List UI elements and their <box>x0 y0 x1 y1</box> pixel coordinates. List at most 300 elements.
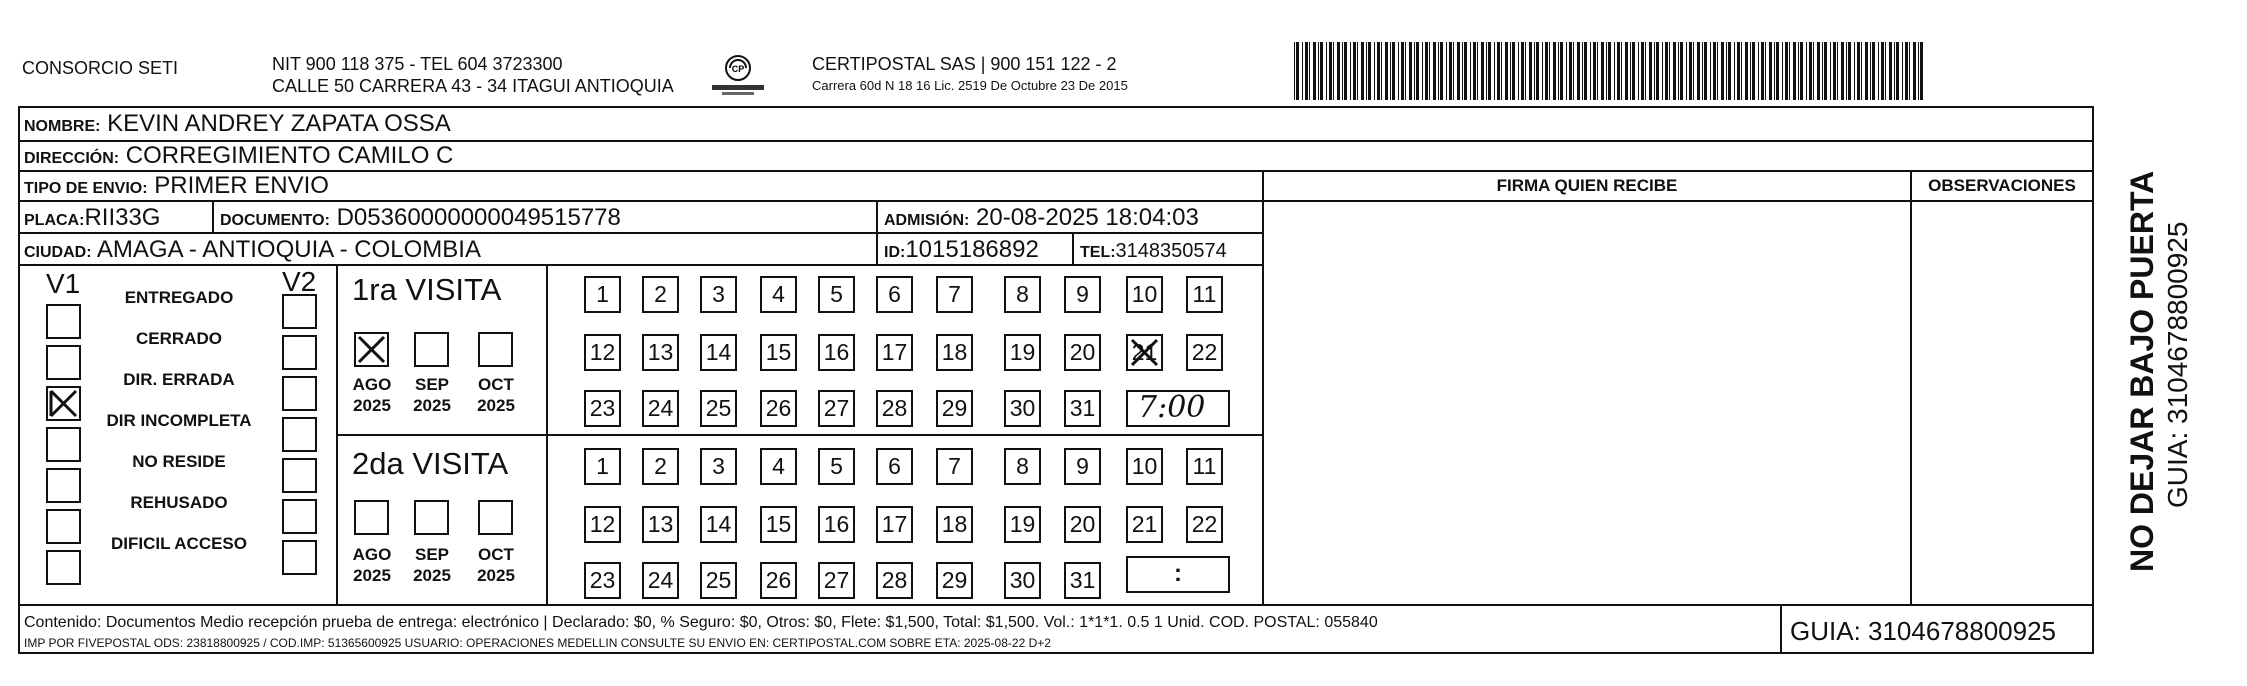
barcode-bar <box>1833 42 1836 100</box>
barcode-bar <box>1737 42 1740 100</box>
barcode-bar <box>1318 42 1319 100</box>
barcode-bar <box>1510 42 1511 100</box>
day-box[interactable]: 15 <box>760 506 797 543</box>
barcode-bar <box>1896 42 1899 100</box>
barcode-bar <box>1416 42 1419 100</box>
id-row <box>884 236 1039 264</box>
barcode-bar <box>1470 42 1471 100</box>
barcode-bar <box>1333 42 1334 100</box>
month-checkbox-oct[interactable] <box>478 500 513 535</box>
barcode-bar <box>1385 42 1388 100</box>
barcode-bar <box>1913 42 1916 100</box>
day-box[interactable]: 28 <box>876 390 913 427</box>
barcode-bar <box>1529 42 1532 100</box>
barcode-bar <box>1573 42 1574 100</box>
barcode-bar <box>1665 42 1668 100</box>
divider <box>876 200 878 264</box>
tel-value: 3148350574 <box>1115 240 1227 262</box>
barcode-bar <box>1669 42 1670 100</box>
day-box[interactable]: 6 <box>876 448 913 485</box>
day-box[interactable]: 24 <box>642 562 679 599</box>
svg-text:CP: CP <box>731 64 745 74</box>
day-box[interactable]: 29 <box>936 390 973 427</box>
day-box[interactable]: 26 <box>760 390 797 427</box>
address-line: CALLE 50 CARRERA 43 - 34 ITAGUI ANTIOQUIA <box>272 76 674 96</box>
day-box[interactable]: 14 <box>700 334 737 371</box>
day-box[interactable]: 23 <box>584 390 621 427</box>
day-box[interactable]: 26 <box>760 562 797 599</box>
month-checkbox-ago[interactable] <box>354 332 389 367</box>
barcode-bar <box>1728 42 1731 100</box>
barcode-bar <box>1614 42 1615 100</box>
barcode-bar <box>1374 42 1375 100</box>
barcode-bar <box>1294 42 1295 100</box>
barcode-bar <box>1296 42 1299 100</box>
barcode-bar <box>1697 42 1700 100</box>
barcode-bar <box>1750 42 1751 100</box>
barcode-bar <box>1693 42 1694 100</box>
day-box[interactable]: 27 <box>818 562 855 599</box>
tel-row <box>1080 240 1227 263</box>
barcode-bar <box>1337 42 1340 100</box>
month-label: AGO 2025 <box>352 375 392 415</box>
barcode-bar <box>1326 42 1327 100</box>
barcode-bar <box>1593 42 1596 100</box>
document-label: DOCUMENTO: <box>220 212 330 229</box>
barcode-bar <box>1774 42 1775 100</box>
day-box[interactable]: 9 <box>1064 276 1101 313</box>
city-value: AMAGA - ANTIOQUIA - COLOMBIA <box>96 236 481 263</box>
barcode-bar <box>1302 42 1303 100</box>
barcode-bar <box>1481 42 1484 100</box>
barcode-bar <box>1894 42 1895 100</box>
barcode-bar <box>1584 42 1587 100</box>
day-box[interactable]: 14 <box>700 506 737 543</box>
day-box[interactable]: 22 <box>1186 334 1223 371</box>
month-label: SEP 2025 <box>413 375 451 415</box>
barcode-bar <box>1390 42 1391 100</box>
footer-imp: IMP POR FIVEPOSTAL ODS: 23818800925 / COD.IMP: 51365600925 USUARIO: OPERACIONES MEDELLIN CONSULTE SU ENVIO EN: CERTIPOSTAL.COM SOBRE ETA: 2025-08-22 D+2 <box>24 636 1051 650</box>
firma-label: FIRMA QUIEN RECIBE <box>1496 176 1678 195</box>
barcode-bar <box>1525 42 1526 100</box>
barcode-bar <box>1654 42 1655 100</box>
placa-row <box>24 204 160 232</box>
day-box[interactable]: 31 <box>1064 562 1101 599</box>
v2-checkbox[interactable] <box>282 294 317 329</box>
day-box[interactable]: 19 <box>1004 334 1041 371</box>
barcode-bar <box>1678 42 1679 100</box>
month-checkbox-sep[interactable] <box>414 332 449 367</box>
barcode-bar <box>1473 42 1476 100</box>
id-value: 1015186892 <box>905 236 1039 263</box>
divider <box>1072 232 1074 264</box>
v2-checkbox[interactable] <box>282 376 317 411</box>
barcode-bar <box>1377 42 1380 100</box>
barcode-bar <box>1734 42 1735 100</box>
barcode-bar <box>1344 42 1347 100</box>
document-row <box>220 204 621 232</box>
license-line: Carrera 60d N 18 16 Lic. 2519 De Octubre 23 De 2015 <box>812 78 1128 93</box>
status-option-label: DIFICIL ACCESO <box>110 534 247 553</box>
recipient-name: KEVIN ANDREY ZAPATA OSSA <box>107 110 451 137</box>
barcode-bar <box>1381 42 1382 100</box>
footer-guia: GUIA: 3104678800925 <box>1790 616 2056 646</box>
barcode-bar <box>1414 42 1415 100</box>
barcode-bar <box>1536 42 1539 100</box>
barcode-bar <box>1745 42 1748 100</box>
barcode-bar <box>1582 42 1583 100</box>
barcode-bar <box>1662 42 1663 100</box>
barcode-bar <box>1806 42 1807 100</box>
day-box[interactable]: 21 <box>1126 334 1163 371</box>
barcode-bar <box>1638 42 1639 100</box>
barcode-bar <box>1569 42 1572 100</box>
barcode-bar <box>1597 42 1598 100</box>
day-box[interactable]: 1 <box>584 276 621 313</box>
v2-checkbox[interactable] <box>282 417 317 452</box>
day-box[interactable]: 21 <box>1126 506 1163 543</box>
day-box[interactable]: 9 <box>1064 448 1101 485</box>
barcode-bar <box>1861 42 1862 100</box>
barcode-bar <box>1361 42 1364 100</box>
barcode-bar <box>1518 42 1519 100</box>
barcode-bar <box>1486 42 1487 100</box>
barcode-bar <box>1769 42 1772 100</box>
status-option-label: ENTREGADO <box>124 288 234 307</box>
barcode-bar <box>1905 42 1908 100</box>
barcode-bar <box>1320 42 1323 100</box>
day-box[interactable]: 29 <box>936 562 973 599</box>
barcode-bar <box>1865 42 1868 100</box>
barcode-bar <box>1854 42 1855 100</box>
barcode-bar <box>1494 42 1495 100</box>
barcode-bar <box>1577 42 1580 100</box>
day-box[interactable]: 4 <box>760 276 797 313</box>
v2-checkbox[interactable] <box>282 540 317 575</box>
barcode-bar <box>1656 42 1659 100</box>
barcode-bar <box>1488 42 1491 100</box>
barcode-bar <box>1313 42 1316 100</box>
barcode-bar <box>1350 42 1351 100</box>
day-box[interactable]: 6 <box>876 276 913 313</box>
type-label: TIPO DE ENVIO: <box>24 180 148 197</box>
barcode-bar <box>1429 42 1430 100</box>
barcode-bar <box>1776 42 1779 100</box>
barcode-bar <box>1809 42 1812 100</box>
barcode-bar <box>1464 42 1467 100</box>
day-box[interactable]: 1 <box>584 448 621 485</box>
divider <box>1262 170 1264 604</box>
barcode-bar <box>1601 42 1604 100</box>
barcode-bar <box>1606 42 1607 100</box>
tel-label: TEL: <box>1080 244 1116 261</box>
barcode-bar <box>1401 42 1404 100</box>
barcode-bar <box>1632 42 1635 100</box>
month-label: SEP 2025 <box>413 545 451 585</box>
day-box[interactable]: 11 <box>1186 448 1223 485</box>
barcode-bar <box>1645 42 1646 100</box>
address-row <box>24 142 453 170</box>
barcode-bar <box>1353 42 1356 100</box>
barcode-bar <box>1824 42 1827 100</box>
barcode-bar <box>1558 42 1559 100</box>
first-time-value: 7:00 <box>1138 390 1206 425</box>
recipient-address: CORREGIMIENTO CAMILO C <box>125 142 454 169</box>
barcode-bar <box>1617 42 1620 100</box>
month-label: OCT 2025 <box>477 375 515 415</box>
side-guia: GUIA: 3104678800925 <box>2162 221 2193 508</box>
barcode-bar <box>1857 42 1860 100</box>
placa-value: RII33G <box>84 204 161 231</box>
barcode-bar <box>1512 42 1515 100</box>
barcode-bar <box>1830 42 1831 100</box>
barcode-bar <box>1453 42 1454 100</box>
day-box[interactable]: 12 <box>584 506 621 543</box>
barcode-bar <box>1800 42 1803 100</box>
month-checkbox-oct[interactable] <box>478 332 513 367</box>
day-box[interactable]: 16 <box>818 506 855 543</box>
barcode-bar <box>1872 42 1875 100</box>
divider <box>2092 106 2094 654</box>
barcode-bar <box>1641 42 1644 100</box>
company-name: CONSORCIO SETI <box>22 58 179 78</box>
barcode-bar <box>1398 42 1399 100</box>
status-option-label: DIR INCOMPLETA <box>106 411 252 430</box>
barcode-bar <box>1534 42 1535 100</box>
barcode-bar <box>1621 42 1622 100</box>
barcode-bar <box>1405 42 1406 100</box>
barcode-bar <box>1501 42 1502 100</box>
barcode-bar <box>1305 42 1308 100</box>
v1-label: V1 <box>46 268 81 299</box>
day-box[interactable]: 17 <box>876 506 913 543</box>
day-box[interactable]: 3 <box>700 276 737 313</box>
barcode-bar <box>1422 42 1423 100</box>
barcode-bar <box>1545 42 1548 100</box>
document-value: D05360000000049515778 <box>336 204 621 231</box>
barcode-bar <box>1702 42 1703 100</box>
day-box[interactable]: 12 <box>584 334 621 371</box>
barcode-bar <box>1625 42 1628 100</box>
barcode-bar <box>1793 42 1796 100</box>
day-box[interactable]: 8 <box>1004 448 1041 485</box>
barcode-bar <box>1368 42 1371 100</box>
second-visit-label: 2da VISITA <box>352 446 509 481</box>
barcode-bar <box>1717 42 1718 100</box>
barcode-bar <box>1542 42 1543 100</box>
barcode-bar <box>1560 42 1563 100</box>
day-box[interactable]: 17 <box>876 334 913 371</box>
barcode-bar <box>1920 42 1923 100</box>
barcode-bar <box>1457 42 1460 100</box>
day-box[interactable]: 3 <box>700 448 737 485</box>
v2-checkbox[interactable] <box>282 499 317 534</box>
barcode-bar <box>1878 42 1879 100</box>
barcode-bar <box>1689 42 1692 100</box>
barcode-bar <box>1440 42 1443 100</box>
divider <box>18 170 2094 172</box>
day-box[interactable]: 18 <box>936 506 973 543</box>
barcode-bar <box>1553 42 1556 100</box>
day-box[interactable]: 2 <box>642 276 679 313</box>
barcode-bar <box>1789 42 1790 100</box>
divider <box>18 264 1264 266</box>
day-box[interactable]: 7 <box>936 276 973 313</box>
barcode-bar <box>1680 42 1683 100</box>
day-box[interactable]: 31 <box>1064 390 1101 427</box>
barcode-bar <box>1329 42 1332 100</box>
day-box[interactable]: 28 <box>876 562 913 599</box>
status-option-label: NO RESIDE <box>132 452 226 471</box>
v2-label: V2 <box>282 266 317 297</box>
nit-line: NIT 900 118 375 - TEL 604 3723300 <box>272 54 563 74</box>
day-box[interactable]: 20 <box>1064 506 1101 543</box>
month-label: AGO 2025 <box>352 545 392 585</box>
barcode-bar <box>1822 42 1823 100</box>
barcode-bar <box>1721 42 1724 100</box>
barcode-bar <box>1357 42 1358 100</box>
barcode-bar <box>1446 42 1447 100</box>
barcode-bar <box>1649 42 1652 100</box>
barcode-bar <box>1549 42 1550 100</box>
type-row <box>24 172 329 200</box>
divider <box>1780 604 1782 654</box>
day-box[interactable]: 5 <box>818 276 855 313</box>
day-box[interactable]: 30 <box>1004 562 1041 599</box>
barcode-bar <box>1837 42 1838 100</box>
divider <box>548 434 1262 436</box>
divider <box>1910 170 1912 604</box>
barcode-bar <box>1713 42 1716 100</box>
day-box[interactable]: 4 <box>760 448 797 485</box>
barcode-bar <box>1710 42 1711 100</box>
shipment-type: PRIMER ENVIO <box>154 172 329 199</box>
month-checkbox-sep[interactable] <box>414 500 449 535</box>
day-box[interactable]: 30 <box>1004 390 1041 427</box>
barcode-bar <box>1608 42 1611 100</box>
name-row <box>24 110 451 138</box>
day-box[interactable]: 19 <box>1004 506 1041 543</box>
barcode-bar <box>1846 42 1847 100</box>
id-label: ID: <box>884 244 906 261</box>
side-warning: NO DEJAR BAJO PUERTA <box>2124 170 2160 572</box>
day-box[interactable]: 7 <box>936 448 973 485</box>
day-box[interactable]: 16 <box>818 334 855 371</box>
barcode-bar <box>1477 42 1478 100</box>
status-option-label: REHUSADO <box>130 493 228 512</box>
barcode-bar <box>1342 42 1343 100</box>
day-box[interactable]: 23 <box>584 562 621 599</box>
address-label: DIRECCIÓN: <box>24 150 120 167</box>
v2-checkbox[interactable] <box>282 458 317 493</box>
first-visit-label: 1ra VISITA <box>352 272 502 307</box>
month-label: OCT 2025 <box>477 545 515 585</box>
barcode-bar <box>1817 42 1820 100</box>
day-box[interactable]: 20 <box>1064 334 1101 371</box>
barcode-bar <box>1758 42 1759 100</box>
barcode-bar <box>1409 42 1412 100</box>
barcode-bar <box>1630 42 1631 100</box>
month-checkbox-ago[interactable] <box>354 500 389 535</box>
first-time-box[interactable] <box>1126 390 1230 427</box>
barcode-bar <box>1798 42 1799 100</box>
barcode-bar <box>1673 42 1676 100</box>
barcode-bar <box>1704 42 1707 100</box>
barcode-bar <box>1425 42 1428 100</box>
city-row <box>24 236 481 264</box>
barcode-bar <box>1521 42 1524 100</box>
day-box[interactable]: 27 <box>818 390 855 427</box>
day-box[interactable]: 22 <box>1186 506 1223 543</box>
second-time-box[interactable] <box>1126 556 1230 593</box>
day-box[interactable]: 11 <box>1186 276 1223 313</box>
day-box[interactable]: 18 <box>936 334 973 371</box>
barcode-bar <box>1309 42 1310 100</box>
barcode-bar <box>1785 42 1788 100</box>
barcode-bar <box>1752 42 1755 100</box>
day-box[interactable]: 13 <box>642 334 679 371</box>
city-label: CIUDAD: <box>24 244 92 261</box>
barcode-bar <box>1433 42 1436 100</box>
day-box[interactable]: 25 <box>700 562 737 599</box>
barcode-bar <box>1366 42 1367 100</box>
status-option-label: DIR. ERRADA <box>123 370 235 389</box>
barcode-bar <box>1885 42 1886 100</box>
day-box[interactable]: 2 <box>642 448 679 485</box>
barcode-bar <box>1726 42 1727 100</box>
day-box[interactable]: 13 <box>642 506 679 543</box>
barcode-bar <box>1889 42 1892 100</box>
name-label: NOMBRE: <box>24 118 101 135</box>
divider <box>338 434 548 436</box>
check-x-icon <box>356 334 387 365</box>
barcode-bar <box>1566 42 1567 100</box>
barcode-bar <box>1765 42 1766 100</box>
barcode-bar <box>1870 42 1871 100</box>
barcode-bar <box>1462 42 1463 100</box>
barcode-bar <box>1438 42 1439 100</box>
status-option-label: CERRADO <box>136 329 222 348</box>
divider <box>1264 200 2094 202</box>
observaciones-label: OBSERVACIONES <box>1928 176 2076 195</box>
day-box[interactable]: 24 <box>642 390 679 427</box>
admision-value: 20-08-2025 18:04:03 <box>976 204 1199 231</box>
barcode-bar <box>1813 42 1814 100</box>
day-box[interactable]: 15 <box>760 334 797 371</box>
barcode-bar <box>1497 42 1500 100</box>
placa-label: PLACA: <box>24 212 85 229</box>
admision-row <box>884 204 1199 232</box>
v1-checkbox[interactable] <box>46 550 81 585</box>
barcode-bar <box>1590 42 1591 100</box>
day-box[interactable]: 25 <box>700 390 737 427</box>
barcode-bar <box>1741 42 1742 100</box>
barcode-bar <box>1782 42 1783 100</box>
second-time-value: : <box>1174 560 1182 587</box>
v2-checkbox[interactable] <box>282 335 317 370</box>
barcode-bar <box>1505 42 1508 100</box>
barcode-bar <box>1392 42 1395 100</box>
day-box[interactable]: 5 <box>818 448 855 485</box>
day-box[interactable]: 10 <box>1126 276 1163 313</box>
barcode-bar <box>1918 42 1919 100</box>
barcode <box>1290 42 1932 105</box>
day-box[interactable]: 10 <box>1126 448 1163 485</box>
day-box[interactable]: 8 <box>1004 276 1041 313</box>
barcode-bar <box>1761 42 1764 100</box>
divider <box>18 232 1264 234</box>
barcode-bar <box>1686 42 1687 100</box>
